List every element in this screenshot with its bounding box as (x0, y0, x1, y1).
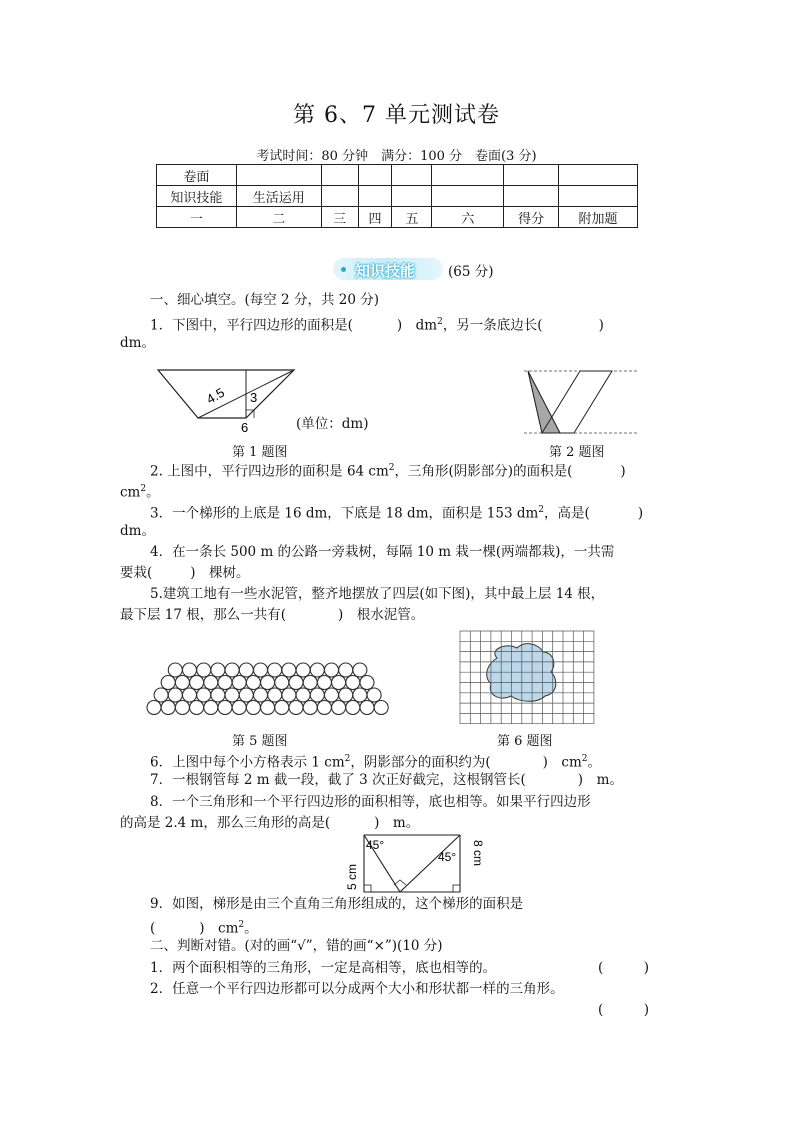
question-1: 1．下图中，平行四边形的面积是( ) $dm^2$，另一条底边长( ) (150, 317, 604, 334)
question-6: 6．上图中每个小方格表示 1 $cm^2$，阴影部分的面积约为( ) $cm^2$。 (150, 754, 602, 771)
pipe-circle (282, 663, 296, 677)
judge-question-2: 2．任意一个平行四边形都可以分成两个大小和形状都一样的三角形。 (150, 981, 564, 997)
fig2-caption: 第 2 题图 (549, 445, 605, 460)
right-angle-mark (453, 885, 460, 892)
score-cell[interactable] (504, 165, 559, 186)
score-cell[interactable] (392, 186, 432, 207)
page-title: 第 6、7 单元测试卷 (293, 103, 500, 128)
pipe-circle (211, 663, 225, 677)
question-2: 2. 上图中，平行四边形的面积是 64 $cm^2$，三角形(阴影部分)的面积是( ) (150, 463, 626, 480)
pipe-circle (289, 701, 303, 715)
pipe-circle (218, 701, 232, 715)
part1-heading: 一、细心填空。(每空 2 分，共 20 分) (150, 292, 379, 308)
score-header: 二 (236, 207, 321, 228)
pipe-circle (317, 676, 331, 690)
pipe-circle (190, 701, 204, 715)
score-cell[interactable] (321, 165, 358, 186)
score-cell-label: 知识技能 (157, 186, 237, 207)
pipe-circle (211, 688, 225, 702)
pipe-circle (154, 688, 168, 702)
score-cell-label: 卷面 (157, 165, 237, 186)
score-header: 五 (392, 207, 432, 228)
score-header: 附加题 (559, 207, 638, 228)
pipe-circle (303, 676, 317, 690)
pipe-circle (282, 688, 296, 702)
pipe-circle (175, 701, 189, 715)
fig1-caption: 第 1 题图 (232, 445, 288, 460)
question-1-cont: dm。 (120, 335, 155, 351)
question-3: 3．一个梯形的上底是 16 dm，下底是 18 dm，面积是 153 $dm^2$，高是( ) (150, 505, 644, 522)
pipe-circle (183, 688, 197, 702)
pipe-circle (168, 663, 182, 677)
pipe-circle (374, 701, 388, 715)
score-cell[interactable] (358, 186, 392, 207)
score-cell[interactable] (432, 186, 504, 207)
pipe-circle (275, 676, 289, 690)
section-banner (333, 258, 443, 280)
right-angle-mark (394, 880, 406, 885)
pipe-circle (197, 663, 211, 677)
judge-answer-box[interactable]: ( ) (598, 1002, 650, 1018)
question-9: 9．如图，梯形是由三个直角三角形组成的，这个梯形的面积是 (150, 896, 524, 912)
angle-label: 45° (366, 838, 385, 852)
question-9-cont: ( ) $cm^2$。 (150, 920, 258, 937)
judge-answer-box[interactable]: ( ) (598, 960, 650, 976)
pipe-circle (360, 676, 374, 690)
score-cell-label: 生活运用 (236, 186, 321, 207)
pipe-circle (261, 701, 275, 715)
pipe-circle (339, 688, 353, 702)
pipe-circle (332, 676, 346, 690)
score-header: 四 (358, 207, 392, 228)
pipe-circle (232, 676, 246, 690)
right-length-label: 8 cm (471, 840, 485, 867)
score-cell[interactable] (236, 165, 321, 186)
question-8: 8．一个三角形和一个平行四边形的面积相等，底也相等。如果平行四边形 (150, 794, 591, 810)
pipe-circle (239, 688, 253, 702)
section-title: 知识技能 (355, 262, 416, 280)
pipe-circle (246, 676, 260, 690)
pipe-circle (310, 688, 324, 702)
pipe-circle (254, 688, 268, 702)
pipe-circle (310, 663, 324, 677)
pipe-circle (161, 701, 175, 715)
base-label: 6 (241, 420, 249, 435)
question-7: 7．一根钢管每 2 m 截一段，截了 3 次正好截完，这根钢管长( ) m。 (150, 772, 623, 788)
pipe-circle (332, 701, 346, 715)
pipe-circle (353, 663, 367, 677)
score-cell[interactable] (432, 165, 504, 186)
score-table (156, 164, 638, 228)
banner-dot-icon (341, 267, 346, 272)
exam-info: 考试时间：80 分钟 满分：100 分 卷面(3 分) (256, 149, 537, 164)
fig1-unit: (单位：dm) (296, 416, 369, 432)
pipe-circle (346, 676, 360, 690)
score-header: 得分 (504, 207, 559, 228)
question-4-cont: 要栽( ) 棵树。 (120, 565, 250, 581)
slant-label: 4.5 (203, 384, 227, 407)
judge-question-1: 1．两个面积相等的三角形，一定是高相等，底也相等的。 (150, 960, 497, 976)
left-length-label: 5 cm (345, 863, 359, 890)
figure-5-pipes (146, 660, 398, 726)
pipe-circle (325, 663, 339, 677)
pipe-circle (246, 701, 260, 715)
figure-2-parallelogram (520, 364, 642, 436)
pipe-circle (367, 688, 381, 702)
pipe-circle (346, 701, 360, 715)
section-points: (65 分) (448, 264, 494, 280)
fig5-caption: 第 5 题图 (232, 734, 288, 749)
question-8-cont: 的高是 2.4 m，那么三角形的高是( ) m。 (120, 815, 420, 831)
pipe-circle (325, 688, 339, 702)
fig6-caption: 第 6 题图 (497, 734, 553, 749)
pipe-circle (254, 663, 268, 677)
pipe-circle (289, 676, 303, 690)
score-cell[interactable] (559, 186, 638, 207)
pipe-circle (225, 663, 239, 677)
pipe-circle (218, 676, 232, 690)
pipe-circle (239, 663, 253, 677)
pipe-circle (168, 688, 182, 702)
question-5: 5.建筑工地有一些水泥管，整齐地摆放了四层(如下图)，其中最上层 14 根， (150, 586, 605, 602)
pipe-circle (261, 676, 275, 690)
question-3-cont: dm。 (120, 523, 155, 539)
figure-6-grid (459, 630, 595, 724)
score-cell[interactable] (358, 165, 392, 186)
pipe-circle (296, 663, 310, 677)
pipe-circle (204, 701, 218, 715)
pipe-circle (353, 688, 367, 702)
question-4: 4．在一条长 500 m 的公路一旁栽树，每隔 10 m 栽一棵(两端都栽)，一共需 (150, 544, 615, 560)
pipe-circle (339, 663, 353, 677)
pipe-circle (175, 676, 189, 690)
figure-9-trapezoid (342, 830, 485, 896)
parallelogram-shape (158, 370, 294, 418)
pipe-circle (360, 701, 374, 715)
question-2-cont: $cm^2$。 (120, 484, 160, 501)
part2-heading: 二、判断对错。(对的画“√”，错的画“×”)(10 分) (150, 938, 443, 954)
score-cell[interactable] (559, 165, 638, 186)
score-header: 三 (321, 207, 358, 228)
pipe-circle (147, 701, 161, 715)
pipe-circle (204, 676, 218, 690)
angle-label: 45° (438, 850, 457, 864)
score-header: 一 (157, 207, 237, 228)
pipe-circle (317, 701, 331, 715)
pipe-circle (232, 701, 246, 715)
pipe-circle (197, 688, 211, 702)
pipe-circle (303, 701, 317, 715)
score-cell[interactable] (392, 165, 432, 186)
pipe-circle (190, 676, 204, 690)
pipe-circle (268, 663, 282, 677)
score-cell[interactable] (321, 186, 358, 207)
pipe-circle (225, 688, 239, 702)
score-cell[interactable] (504, 186, 559, 207)
score-header: 六 (432, 207, 504, 228)
pipe-circle (268, 688, 282, 702)
right-angle-mark (364, 885, 371, 892)
height-label: 3 (250, 390, 258, 405)
pipe-circle (296, 688, 310, 702)
pipe-circle (161, 676, 175, 690)
pipe-circle (275, 701, 289, 715)
pipe-circle (183, 663, 197, 677)
question-5-cont: 最下层 17 根，那么一共有( ) 根水泥管。 (120, 607, 425, 623)
